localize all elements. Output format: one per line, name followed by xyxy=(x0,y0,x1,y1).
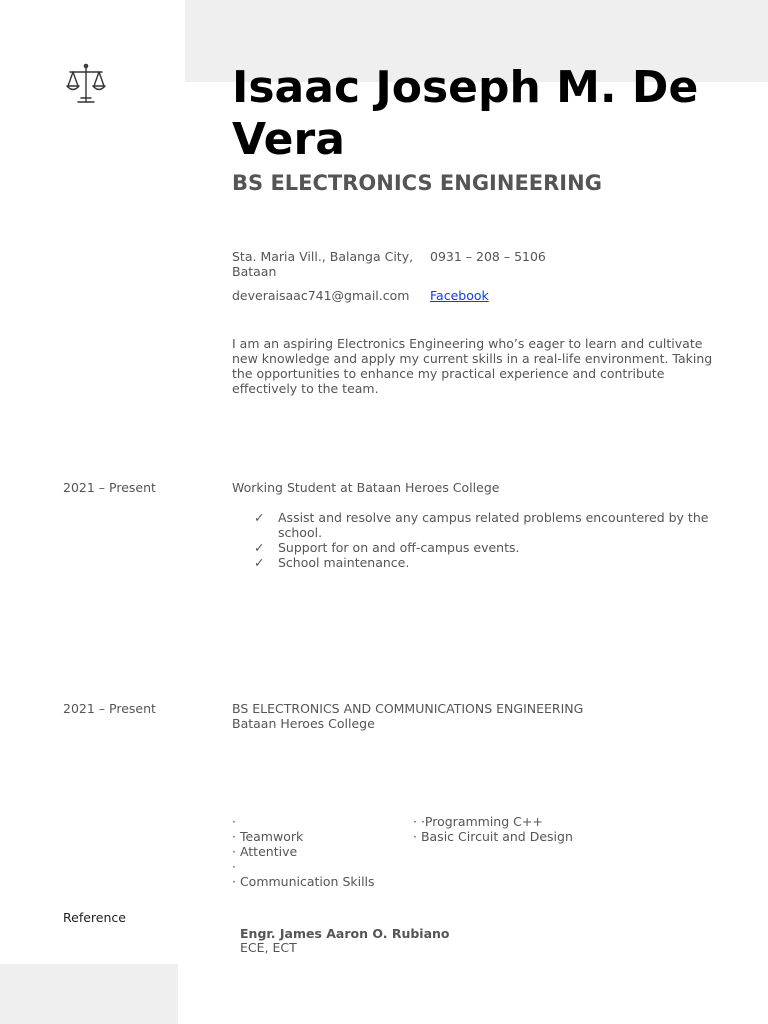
check-icon: ✓ xyxy=(254,555,265,570)
list-item xyxy=(232,540,722,555)
scales-of-justice-icon xyxy=(64,62,108,108)
profile-summary: I am an aspiring Electronics Engineering who’s eager to learn and cultivate new knowledge and apply my current skills in a real-life environment. Taking the opportunities to enhance my practical experience and contribute effectively to the team. xyxy=(232,336,713,396)
education-degree: BS ELECTRONICS AND COMMUNICATIONS ENGINEERING xyxy=(232,701,584,716)
skills-column-right xyxy=(413,814,613,844)
contact-email: deveraisaac741@gmail.com xyxy=(232,288,410,303)
check-icon: ✓ xyxy=(254,540,265,555)
skill-item: · Communication Skills xyxy=(232,874,375,889)
duty-text: Assist and resolve any campus related problems encountered by the school. xyxy=(278,510,709,540)
experience-date: 2021 – Present xyxy=(63,480,156,495)
skill-item: · Attentive xyxy=(232,844,298,859)
skill-item: · ·Programming C++ xyxy=(413,814,543,829)
footer-background-band xyxy=(0,964,178,1024)
experience-duties-list xyxy=(232,510,722,570)
contact-address: Sta. Maria Vill., Balanga City, Bataan xyxy=(232,249,414,279)
list-item xyxy=(232,555,722,570)
reference-label: Reference xyxy=(63,910,126,925)
check-icon: ✓ xyxy=(254,510,265,525)
skill-item: · Teamwork xyxy=(232,829,304,844)
reference-name: Engr. James Aaron O. Rubiano xyxy=(240,926,450,941)
contact-phone: 0931 – 208 – 5106 xyxy=(430,249,546,264)
list-item xyxy=(232,510,722,540)
candidate-title: BS ELECTRONICS ENGINEERING xyxy=(232,171,602,195)
education-school: Bataan Heroes College xyxy=(232,716,375,731)
skill-item: · xyxy=(232,859,236,874)
duty-text: Support for on and off-campus events. xyxy=(278,540,520,555)
education-entry xyxy=(232,701,583,731)
reference-credentials: ECE, ECT xyxy=(240,940,297,955)
experience-position: Working Student at Bataan Heroes College xyxy=(232,480,500,495)
duty-text: School maintenance. xyxy=(278,555,410,570)
education-date: 2021 – Present xyxy=(63,701,156,716)
skills-column-left xyxy=(232,814,412,889)
candidate-name: Isaac Joseph M. De Vera xyxy=(232,62,699,165)
skill-item: · Basic Circuit and Design xyxy=(413,829,573,844)
facebook-link[interactable]: Facebook xyxy=(430,288,489,303)
skill-item: · xyxy=(232,814,236,829)
